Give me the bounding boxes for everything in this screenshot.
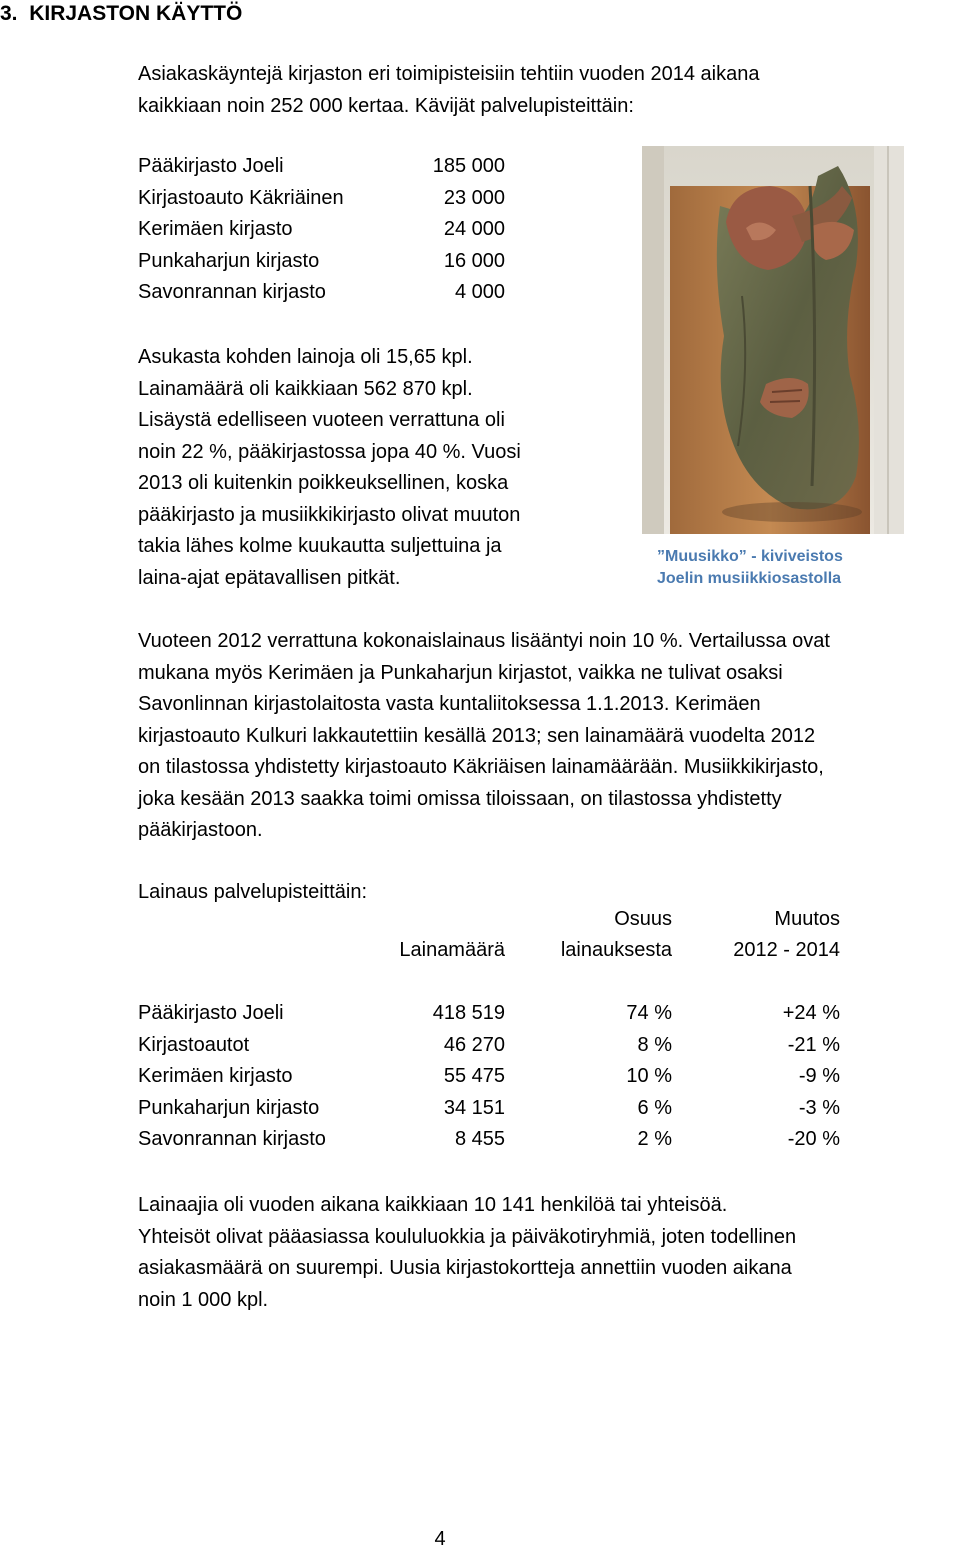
loans-table-title: Lainaus palvelupisteittäin: [138,881,368,903]
visitors-name: Punkaharjun kirjasto [138,250,320,272]
intro-paragraph [138,59,759,122]
intro-line: Asiakaskäyntejä kirjaston eri toimipisteisiin tehtiin vuoden 2014 aikana [138,63,760,85]
cell-loans: 8 455 [454,1128,505,1150]
paragraph-line: joka kesään 2013 saakka toimi omissa tiloissaan, on tilastossa yhdistetty [138,787,782,810]
paragraph-line: noin 1 000 kpl. [138,1288,269,1311]
cell-share: 2 % [637,1128,672,1150]
paragraph-line: on tilastossa yhdistetty kirjastoauto Käkriäisen lainamäärään. Musiikkikirjasto, [138,756,824,778]
cell-share: 8 % [637,1034,672,1056]
cell-share: 74 % [626,1002,672,1024]
paragraph-line: Lainaajia oli vuoden aikana kaikkiaan 10 141 henkilöä tai yhteisöä. [138,1194,728,1216]
visitors-name: Pääkirjasto Joeli [138,155,284,177]
borrowers-paragraph [138,1190,796,1316]
cell-name: Pääkirjasto Joeli [138,1002,284,1024]
cell-name: Savonrannan kirjasto [138,1128,326,1150]
cell-change: +24 % [782,1002,840,1024]
visitors-value: 185 000 [432,155,505,177]
paragraph-line: Lainamäärä oli kaikkiaan 562 870 kpl. [138,377,473,400]
caption-line: Joelin musiikkiosastolla [657,570,842,587]
visitors-name: Kirjastoauto Käkriäinen [138,187,344,209]
section-title: KIRJASTON KÄYTTÖ [29,2,243,25]
header-change: 2012 - 2014 [733,939,840,961]
paragraph-line: pääkirjastoon. [138,819,263,841]
visitors-name: Savonrannan kirjasto [138,281,326,303]
section-heading [0,2,242,26]
comparison-paragraph [138,626,830,847]
visitors-value: 4 000 [454,281,505,303]
header-loans: Lainamäärä [399,939,505,961]
header-share: lainauksesta [560,939,672,961]
cell-name: Kirjastoautot [138,1034,250,1056]
sculpture-photo [642,146,904,534]
paragraph-line: kirjastoauto Kulkuri lakkautettiin kesällä 2013; sen lainamäärä vuodelta 2012 [138,724,816,747]
paragraph-line: Lisäystä edelliseen vuoteen verrattuna oli [138,409,505,431]
cell-loans: 46 270 [443,1034,505,1056]
cell-loans: 55 475 [443,1065,505,1087]
cell-share: 6 % [637,1097,672,1119]
section-number: 3. [0,2,18,25]
paragraph-line: 2013 oli kuitenkin poikkeuksellinen, koska [138,472,509,494]
cell-change: -3 % [798,1097,840,1119]
page-number: 4 [434,1528,446,1550]
loans-paragraph [138,342,521,594]
cell-change: -21 % [787,1034,840,1056]
sculpture-icon [642,146,904,534]
paragraph-line: Yhteisöt olivat pääasiassa koululuokkia ja päiväkotiryhmiä, joten todellinen [138,1225,797,1248]
cell-change: -9 % [798,1065,840,1087]
image-caption [657,546,843,590]
caption-line: ”Muusikko” - kiviveistos [657,548,843,565]
paragraph-line: Asukasta kohden lainoja oli 15,65 kpl. [138,346,473,368]
cell-change: -20 % [787,1128,840,1150]
paragraph-line: noin 22 %, pääkirjastossa jopa 40 %. Vuosi [138,440,521,463]
header-share: Osuus [614,908,672,930]
visitors-value: 16 000 [443,250,505,272]
paragraph-line: Vuoteen 2012 verrattuna kokonaislainaus lisääntyi noin 10 %. Vertailussa ovat [138,630,830,652]
paragraph-line: asiakasmäärä on suurempi. Uusia kirjastokortteja annettiin vuoden aikana [138,1257,792,1279]
intro-line: kaikkiaan noin 252 000 kertaa. Kävijät palvelupisteittäin: [138,94,634,117]
cell-share: 10 % [626,1065,672,1087]
paragraph-line: laina-ajat epätavallisen pitkät. [138,566,401,589]
header-change: Muutos [774,908,840,930]
cell-loans: 418 519 [432,1002,505,1024]
visitors-value: 24 000 [443,218,505,240]
paragraph-line: takia lähes kolme kuukautta suljettuina ja [138,535,502,557]
cell-name: Kerimäen kirjasto [138,1065,293,1087]
paragraph-line: mukana myös Kerimäen ja Punkaharjun kirjastot, vaikka ne tulivat osaksi [138,661,783,684]
visitors-value: 23 000 [443,187,505,209]
paragraph-line: pääkirjasto ja musiikkikirjasto olivat muuton [138,503,521,526]
paragraph-line: Savonlinnan kirjastolaitosta vasta kuntaliitoksessa 1.1.2013. Kerimäen [138,693,761,715]
cell-loans: 34 151 [443,1097,505,1119]
visitors-name: Kerimäen kirjasto [138,218,293,240]
cell-name: Punkaharjun kirjasto [138,1097,320,1119]
